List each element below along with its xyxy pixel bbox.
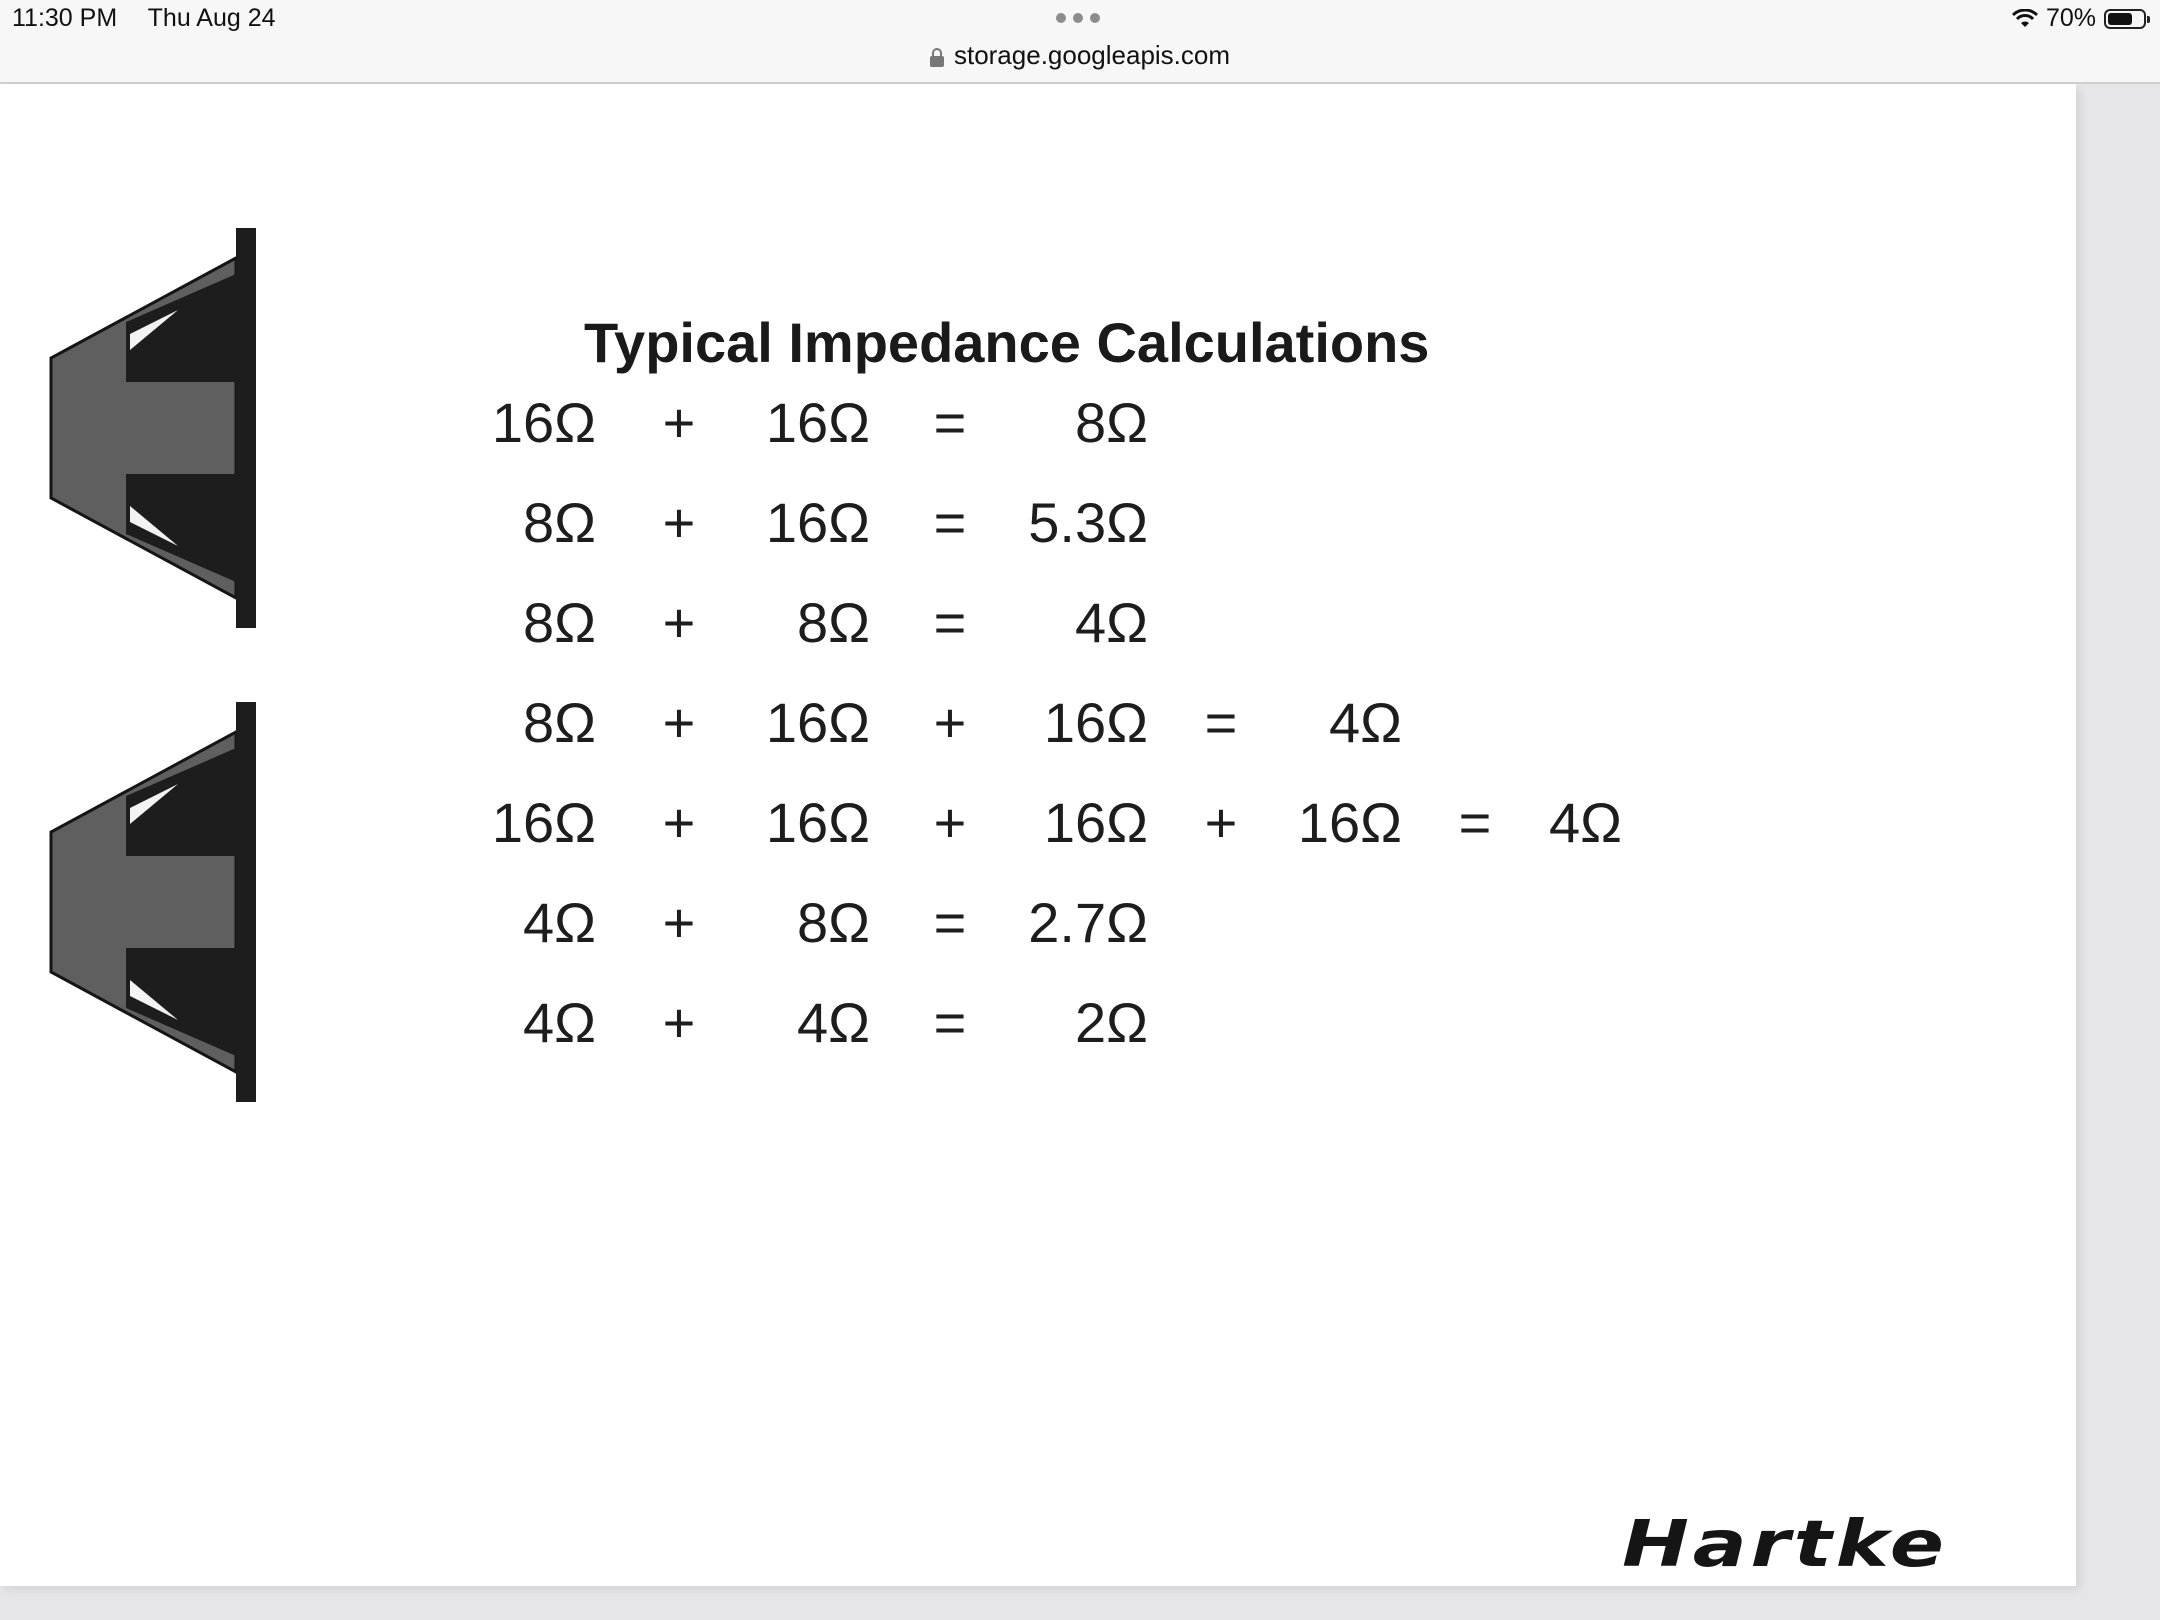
status-date: Thu Aug 24 — [147, 4, 276, 32]
impedance-value: 16Ω — [765, 391, 870, 454]
url-text: storage.googleapis.com — [953, 40, 1231, 70]
impedance-value: 4Ω — [796, 991, 870, 1054]
plus-sign: + — [662, 491, 696, 554]
brand-logo: Hartke — [1622, 1508, 1948, 1582]
impedance-value: 4Ω — [522, 891, 596, 954]
plus-sign: + — [933, 791, 967, 854]
impedance-value: 16Ω — [1043, 691, 1148, 754]
equals-sign: = — [1458, 791, 1492, 854]
page-title: Typical Impedance Calculations — [584, 311, 1430, 374]
impedance-value: 16Ω — [765, 691, 870, 754]
plus-sign: + — [662, 691, 696, 754]
impedance-value: 2Ω — [1074, 991, 1148, 1054]
impedance-value: 16Ω — [1043, 791, 1148, 854]
plus-sign: + — [662, 991, 696, 1054]
plus-sign: + — [662, 591, 696, 654]
impedance-value: 4Ω — [522, 991, 596, 1054]
browser-status-bar — [0, 0, 2160, 84]
address-bar[interactable] — [0, 40, 2160, 71]
impedance-value: 4Ω — [1074, 591, 1148, 654]
impedance-value: 8Ω — [522, 491, 596, 554]
more-dots-icon[interactable] — [1056, 13, 1100, 23]
equals-sign: = — [933, 491, 967, 554]
status-time: 11:30 PM — [12, 4, 118, 32]
impedance-value: 4Ω — [1328, 691, 1402, 754]
impedance-value: 16Ω — [1297, 791, 1402, 854]
plus-sign: + — [662, 891, 696, 954]
lock-icon — [930, 48, 944, 67]
wifi-icon — [2012, 9, 2038, 29]
impedance-value: 8Ω — [522, 591, 596, 654]
impedance-value: 16Ω — [765, 491, 870, 554]
impedance-value: 4Ω — [1548, 791, 1622, 854]
status-indicators — [2012, 4, 2146, 33]
battery-icon — [2104, 9, 2146, 29]
impedance-value: 8Ω — [796, 591, 870, 654]
equals-sign: = — [933, 891, 967, 954]
status-time-date — [12, 4, 300, 33]
impedance-value: 2.7Ω — [1028, 891, 1148, 954]
plus-sign: + — [662, 391, 696, 454]
impedance-value: 8Ω — [522, 691, 596, 754]
equals-sign: = — [933, 591, 967, 654]
impedance-value: 8Ω — [796, 891, 870, 954]
plus-sign: + — [662, 791, 696, 854]
plus-sign: + — [1204, 791, 1238, 854]
impedance-value: 16Ω — [765, 791, 870, 854]
impedance-value: 16Ω — [491, 791, 596, 854]
equals-sign: = — [933, 991, 967, 1054]
equals-sign: = — [933, 391, 967, 454]
speaker-icon — [46, 702, 262, 1102]
speaker-icon — [46, 228, 262, 628]
equals-sign: = — [1204, 691, 1238, 754]
plus-sign: + — [933, 691, 967, 754]
impedance-value: 8Ω — [1074, 391, 1148, 454]
impedance-value: 16Ω — [491, 391, 596, 454]
document-page — [0, 84, 2076, 1586]
battery-percent: 70% — [2045, 4, 2096, 32]
impedance-value: 5.3Ω — [1028, 491, 1148, 554]
